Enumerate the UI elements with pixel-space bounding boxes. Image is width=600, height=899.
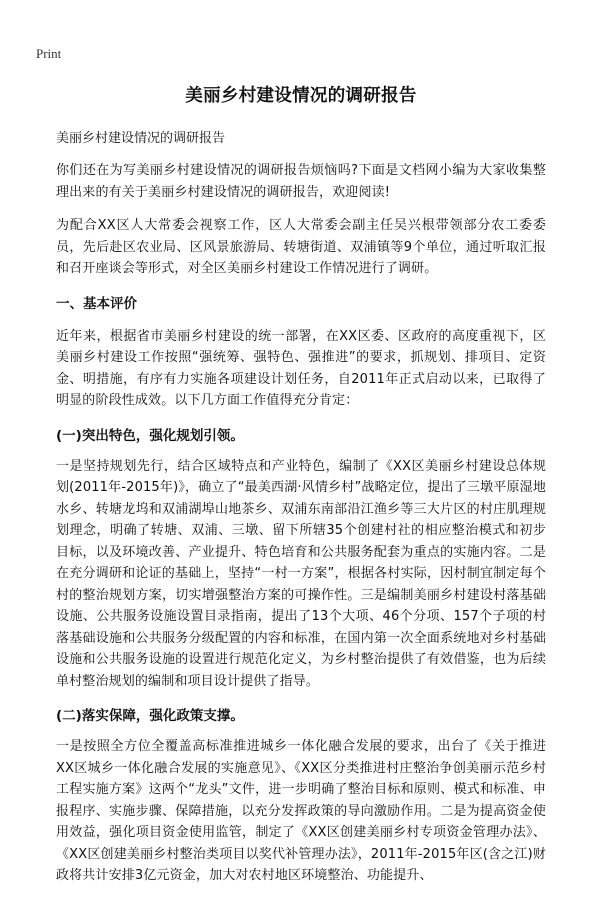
document-page	[56, 74, 546, 899]
document-subtitle: 美丽乡村建设情况的调研报告	[56, 131, 226, 146]
subheading-policy: (二)落实保障，强化政策支撑。	[56, 708, 244, 724]
policy-paragraph: 一是按照全方位全覆盖高标准推进城乡一体化融合发展的要求，出台了《关于推进XX区城乡一体化融合发展的实施意见》、《XX区分类推进村庄整治争创美丽示范乡村工程实施方案》这两个“龙头”文件，进一步明确了整治目标和原则、模式和标准、申报程序、实施步骤、保障措施，以充分发挥政策的导向激励作用。二是为提高资金使用效益，强化项目资金使用监管，制定了《XX区创建美丽乡村专项资金管理办法》、《XX区创建美丽乡村整治类项目以奖代补管理办法》，2011年-2015年区(含之江)财政将共计安排3亿元资金，加大对农村地区环境整治、功能提升、	[56, 739, 546, 883]
evaluation-paragraph: 近年来，根据省市美丽乡村建设的统一部署，在XX区委、区政府的高度重视下，区美丽乡村建设工作按照“强统筹、强特色、强推进”的要求，抓规划、排项目、定资金、明措施，有序有力实施各项建设计划任务，自2011年正式启动以来，已取得了明显的阶段性成效。以下几方面工作值得充分肯定：	[56, 328, 546, 408]
section-heading-basic-evaluation: 一、基本评价	[56, 295, 137, 312]
planning-paragraph: 一是坚持规划先行，结合区域特点和产业特色，编制了《XX区美丽乡村建设总体规划(2011年-2015年)》，确立了“最美西湖·风情乡村”战略定位，提出了三墩平原湿地水乡、转塘龙坞和双浦湖埠山地茶乡、双浦东南部沿江渔乡等三大片区的村庄肌理规划理念，明确了转塘、双浦、三墩、留下所辖35个创建村社的相应整治模式和初步目标，以及环境改善、产业提升、特色培育和公共服务配套为重点的实施内容。二是在充分调研和论证的基础上，坚持“一村一方案”，根据各村实际，因村制宜制定每个村的整治规划方案，切实增强整治方案的可操作性。三是编制美丽乡村建设村落基础设施、公共服务设施设置目录指南，提出了13个大项、46个分项、157个子项的村落基础设施和公共服务分级配置的内容和标准，在国内第一次全面系统地对乡村基础设施和公共服务设施的设置进行规范化定义，为乡村整治提供了有效借鉴，也为后续单村整治规划的编制和项目设计提供了指导。	[56, 458, 546, 689]
subheading-planning: (一)突出特色，强化规划引领。	[56, 427, 244, 444]
print-label[interactable]: Print	[36, 46, 62, 61]
document-title: 美丽乡村建设情况的调研报告	[185, 86, 417, 106]
intro-paragraph: 你们还在为写美丽乡村建设情况的调研报告烦恼吗?下面是文档网小编为大家收集整理出来的有关于美丽乡村建设情况的调研报告，欢迎阅读!	[56, 163, 546, 200]
background-paragraph: 为配合XX区人大常委会视察工作，区人大常委会副主任吴兴根带领部分农工委委员，先后赴区农业局、区风景旅游局、转塘街道、双浦镇等9个单位，通过听取汇报和召开座谈会等形式，对全区美丽乡村建设工作情况进行了调研。	[56, 218, 546, 276]
